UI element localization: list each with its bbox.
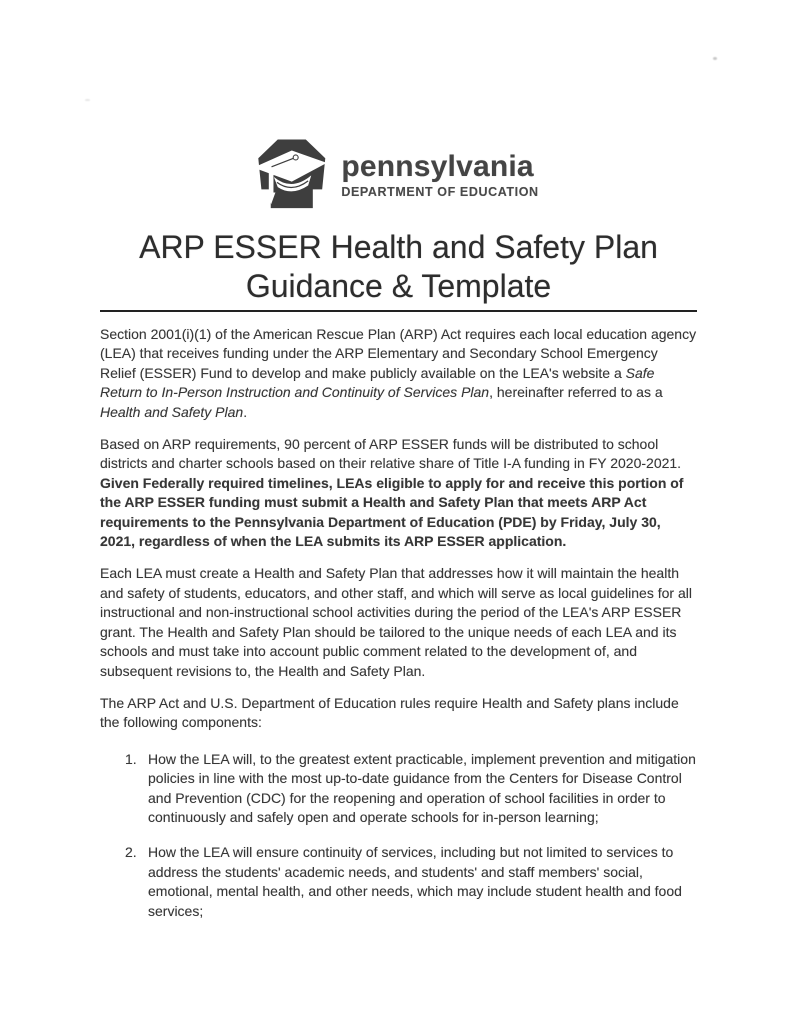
- text-run: , hereinafter referred to as a: [489, 384, 663, 401]
- components-numbered-list: [100, 750, 697, 921]
- paragraph-components-intro: [100, 694, 697, 733]
- text-run: Given Federally required timelines, LEAs eligible to apply for and receive this portion of the ARP ESSER funding must submit a Health and Safety Plan that meets ARP Act requirements to the Pennsylvania Department of Education (PDE) by Friday, July 30, 2021, regardless of when the LEA submits its ARP ESSER application.: [100, 474, 684, 550]
- pennsylvania-keystone-gradcap-icon: [252, 138, 330, 212]
- list-item-number: 2.: [125, 844, 137, 861]
- document-title-line1: ARP ESSER Health and Safety Plan: [139, 229, 658, 265]
- list-item: [100, 843, 697, 921]
- text-run: .: [243, 403, 248, 420]
- pde-logo-wordmark: [341, 149, 539, 199]
- document-body: [100, 325, 697, 921]
- list-item: [100, 750, 697, 828]
- text-run: Safe Return to In-Person Instruction and Continuity of Services Plan: [100, 364, 655, 401]
- pde-logo: [0, 0, 791, 212]
- text-run: Based on ARP requirements, 90 percent of ARP ESSER funds will be distributed to school districts and charter schools based on their relative share of Title I-A funding in FY 2020-2021.: [100, 436, 682, 472]
- document-title-line2: Guidance & Template: [245, 268, 552, 304]
- text-run: Each LEA must create a Health and Safety Plan that addresses how it will maintain the health and safety of students, educators, and other staff, and which will serve as local guidelines for all instructional and non-instructional school activities during the period of the LEA's ARP ESSER grant. The Health and Safety Plan should be tailored to the unique needs of each LEA and its schools and must take into account public comment related to the development of, and subsequent revisions to, the Health and Safety Plan.: [100, 565, 692, 679]
- paragraph-section-2001: [100, 325, 697, 422]
- scan-artifact-speck: [85, 99, 90, 101]
- logo-subtitle-text: DEPARTMENT OF EDUCATION: [341, 184, 539, 199]
- title-divider: [100, 310, 697, 312]
- document-title: [100, 228, 697, 306]
- logo-brand-text: pennsylvania: [341, 149, 534, 183]
- list-item-number: 1.: [125, 750, 137, 767]
- paragraph-lea-plan: [100, 564, 697, 680]
- scan-artifact-speck: [713, 57, 717, 60]
- list-item-text: How the LEA will, to the greatest extent practicable, implement prevention and mitigation policies in line with the most up-to-date guidance from the Centers for Disease Control and Prevention (CDC) for the reopening and operation of school facilities in order to continuously and safely open and operate schools for in-person learning;: [148, 750, 696, 825]
- text-run: Section 2001(i)(1) of the American Rescue Plan (ARP) Act requires each local education agency (LEA) that receives funding under the ARP Elementary and Secondary School Emergency Relief (ESSER) Fund to develop and make publicly available on the LEA's website a: [100, 326, 697, 381]
- list-item-text: How the LEA will ensure continuity of services, including but not limited to services to address the students' academic needs, and students' and staff members' social, emotional, mental health, and other needs, which may include student health and food services;: [148, 844, 682, 919]
- text-run: The ARP Act and U.S. Department of Education rules require Health and Safety plans include the following components:: [100, 694, 679, 731]
- text-run: Health and Safety Plan: [100, 403, 244, 420]
- paragraph-arp-requirements: [100, 435, 697, 551]
